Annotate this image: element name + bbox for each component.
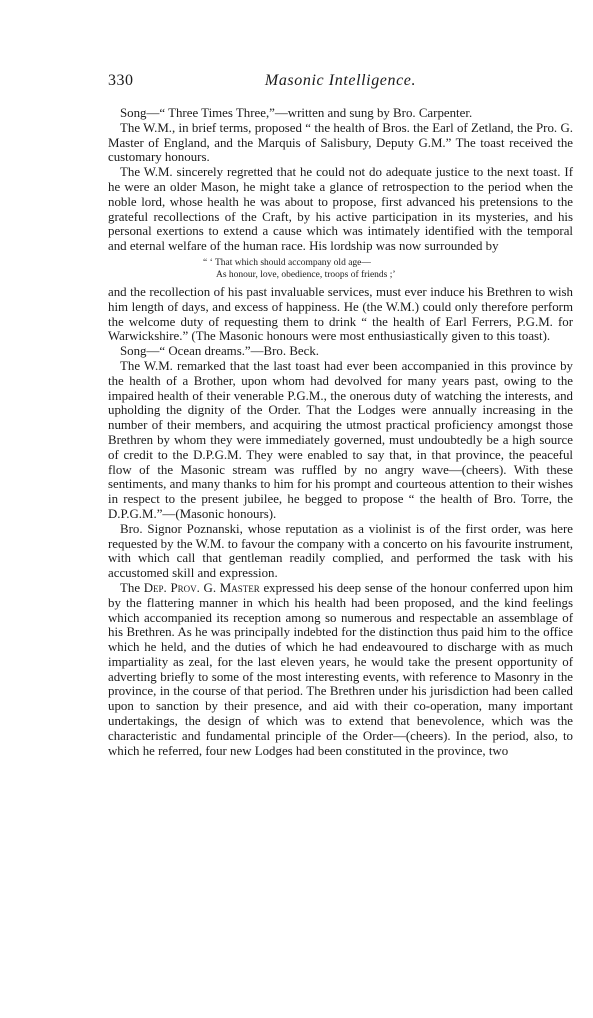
paragraph-earl-ferrers: and the recollection of his past invaluable services, must ever induce his Brethren to wish him length of days, and excess of happiness. He (the W.M.) could only therefore perform the welcome duty of requesting them to drink “ the health of Earl Ferrers, P.G.M. for Warwickshire.” (The Masonic honours were most enthusiastically given to this toast). <box>108 284 573 344</box>
dep-prov-text: expressed his deep sense of the honour conferred upon him by the flattering manner in which his health had been proposed, and the kind feelings which accompanied its reception among so numerous and respectable an assemblage of his Brethren. As he was principally indebted for the distinction thus paid him to the office which he held, and the duties of which he had endeavoured to discharge with as much impartiality as zeal, for the last eleven years, he would take the present opportunity of adverting briefly to some of the most interesting events, with reference to Masonry in the province, in the course of that period. The Brethren under his jurisdiction had been called upon to sanction by their presence, and aid with their co-operation, many important undertakings, the design of which was to extend that benevolence, which was the characteristic and fundamental principle of the Order—(cheers). In the period, also, to which he referred, four new Lodges had been constituted in the province, two <box>108 580 573 758</box>
paragraph-song-ocean-dreams: Song—“ Ocean dreams.”—Bro. Beck. <box>120 344 320 359</box>
dep-prov-lead: The <box>120 580 141 595</box>
quote-line-1: “ ‘ That which should accompany old age— <box>203 257 371 268</box>
page-number: 330 <box>108 72 134 89</box>
paragraph-dep-prov-master <box>108 581 573 759</box>
dep-prov-master-title: Dep. Prov. G. Master <box>143 580 260 595</box>
page-header <box>108 72 573 96</box>
article-body <box>108 106 573 758</box>
quote-line-2: As honour, love, obedience, troops of friends ;’ <box>216 270 396 281</box>
paragraph-poznanski: Bro. Signor Poznanski, whose reputation as a violinist is of the first order, was here requested by the W.M. to favour the company with a concerto on his favourite instrument, with which call that gentleman readily complied, and performed the task with his accustomed skill and expression. <box>108 521 573 581</box>
paragraph-song-three-times-three: Song—“ Three Times Three,”—written and sung by Bro. Carpenter. <box>120 106 473 120</box>
running-title: Masonic Intelligence. <box>264 72 417 89</box>
paragraph-toast-dpgm: The W.M. remarked that the last toast had ever been accompanied in this province by the health of a Brother, upon whom had devolved for many years past, owing to the impaired health of their venerable P.G.M., the onerous duty of watching the interests, and upholding the dignity of the Order. That the Lodges were annually increasing in the number of their members, and acquiring the utmost practical proficiency amongst those Brethren by whom they were immediately governed, must undoubtedly be a high source of credit to the D.P.G.M. They were enabled to say that, in that province, the peaceful flow of the Masonic stream was ruffled by no angry wave—(cheers). With these sentiments, and many thanks to him for his prompt and courteous attention to their wishes in respect to the present jubilee, he begged to propose “ the health of Bro. Torre, the D.P.G.M.”—(Masonic honours). <box>108 358 573 521</box>
book-page <box>108 72 573 758</box>
paragraph-toast-earl-zetland: The W.M., in brief terms, proposed “ the health of Bros. the Earl of Zetland, the Pro. G. Master of England, and the Marquis of Salisbury, Deputy G.M.” The toast received the customary honours. <box>108 120 573 165</box>
paragraph-wm-regret: The W.M. sincerely regretted that he could not do adequate justice to the next toast. If he were an older Mason, he might take a glance of retrospection to the period when the noble lord, whose health he was about to propose, first advanced his pretensions to the grateful recollections of the Craft, by his active participation in its mysteries, and his personal exertions to extend a cause which was intimately identified with the temporal and eternal welfare of the human race. His lordship was now surrounded by <box>108 165 573 254</box>
verse-quotation <box>203 257 573 282</box>
